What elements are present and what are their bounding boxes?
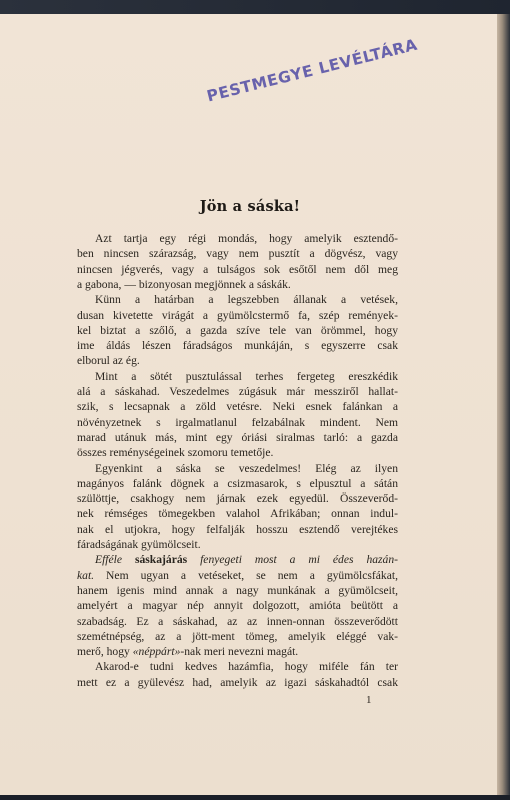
- archive-stamp: PESTMEGYE LEVÉLTÁRA: [205, 35, 420, 106]
- text-segment: dusan kivetette virágát a gyümölcstermő fa, szép remények-: [77, 308, 398, 322]
- text-segment: fáradságának gyümölcseit.: [77, 538, 201, 551]
- body-line: [77, 599, 398, 613]
- body-line: [77, 293, 398, 307]
- text-segment: amelyért a magyar nép annyit dolgozott, amióta beütött a: [77, 599, 398, 613]
- text-segment: «néppárt»: [132, 645, 181, 659]
- text-segment: sáskajárás: [134, 553, 188, 567]
- text-segment: Künn a határban a legszebben állanak a vetések,: [95, 293, 398, 307]
- text-segment: Mint a sötét pusztulással terhes fergeteg ereszkédik: [95, 369, 398, 383]
- body-line: [77, 538, 398, 552]
- body-line: [77, 247, 398, 261]
- text-segment: kel biztat a szőlő, a gazda szíve tele van örömmel, hogy: [77, 323, 398, 337]
- body-line: [77, 385, 398, 399]
- body-line: [77, 615, 398, 629]
- text-segment: összes reménységeinek szomoru temetője.: [77, 446, 274, 460]
- text-segment: a gabona, — bizonyosan megjönnek a sáskák.: [77, 277, 291, 291]
- body-line: [77, 278, 398, 292]
- text-segment: nincsen jégverés, vagy a tulságos sok esőtől nem dől meg: [77, 262, 398, 276]
- text-segment: mett ez a gyülevész had, amelyik az igazi sáskahadtól csak: [77, 675, 398, 689]
- page-edge: [497, 14, 510, 800]
- text-segment: Azt tartja egy régi mondás, hogy amelyik esztendő-: [95, 232, 398, 245]
- body-line: [77, 492, 398, 506]
- body-line: [77, 446, 398, 460]
- text-segment: Nem ugyan a vetéseket, se nem a gyümölcsfákat,: [94, 568, 398, 582]
- body-line: [77, 507, 398, 521]
- body-line: [77, 676, 398, 690]
- text-segment: Efféle: [95, 553, 135, 567]
- body-line: [77, 523, 398, 537]
- body-line: [77, 339, 398, 353]
- body-line: [77, 370, 398, 384]
- text-segment: hanem igenis mind annak a nagy munkának a gyümölcseit,: [77, 583, 398, 597]
- text-segment: nek rémséges tömegekben valahol Afrikában; onnan indul-: [77, 507, 398, 521]
- text-segment: szik, s lecsapnak a zöld vetésre. Neki esnek falánkan a: [77, 400, 398, 414]
- body-line: [77, 416, 398, 430]
- body-line: [77, 660, 398, 674]
- text-segment: nak el utjokra, hogy felfalják hosszu esztendő verejtékes: [77, 522, 398, 536]
- text-segment: szemétnépség, az a jött-ment tömeg, amelyik eléggé vak-: [77, 629, 398, 643]
- body-line: [77, 354, 398, 368]
- text-segment: ime áldás lészen fáradságos munkáján, s egyszerre csak: [77, 339, 398, 353]
- text-segment: szülöttje, csakhogy nem járnak ezek egyedül. Összeverőd-: [77, 492, 398, 506]
- body-line: [77, 553, 398, 567]
- body-line: [77, 569, 398, 583]
- text-segment: merő, hogy: [77, 645, 133, 659]
- body-line: [77, 584, 398, 598]
- text-segment: szabadság. Ez a sáskahad, az az innen-onnan összeverődött: [77, 614, 398, 628]
- text-segment: elborul az ég.: [77, 354, 140, 368]
- text-segment: magányos falánk dögnek a csizmasarok, s elpusztul a sátán: [77, 476, 398, 490]
- body-line: [77, 263, 398, 277]
- text-segment: kat.: [77, 568, 95, 582]
- page-bottom-edge: [0, 795, 510, 800]
- text-segment: fenyegeti most a mi édes hazán-: [187, 553, 399, 567]
- body-line: [77, 309, 398, 323]
- body-line: [77, 400, 398, 414]
- body-line: [77, 232, 398, 246]
- text-segment: Egyenkint a sáska se veszedelmes! Elég az ilyen: [95, 461, 398, 475]
- page-number: 1: [366, 694, 372, 706]
- body-line: [77, 324, 398, 338]
- body-line: [77, 431, 398, 445]
- body-line: [77, 462, 398, 476]
- text-segment: Akarod-e tudni kedves hazámfia, hogy miféle fán ter: [95, 660, 398, 674]
- body-line: [77, 630, 398, 644]
- text-segment: -nak meri nevezni magát.: [180, 645, 299, 659]
- body-line: [77, 645, 398, 659]
- article-title: Jön a sáska!: [199, 198, 301, 215]
- body-line: [77, 477, 398, 491]
- text-segment: marad utánuk más, mint egy óriási siralmas tarló: a gazda: [77, 430, 398, 444]
- text-segment: növényzetnek s irgalmatlanul felzabálnak mindent. Nem: [77, 415, 398, 429]
- text-segment: ben nincsen szárazság, vagy nem pusztít a dögvész, vagy: [77, 247, 398, 261]
- text-segment: alá a sáskahad. Veszedelmes zúgásuk már messziről hallat-: [77, 385, 398, 398]
